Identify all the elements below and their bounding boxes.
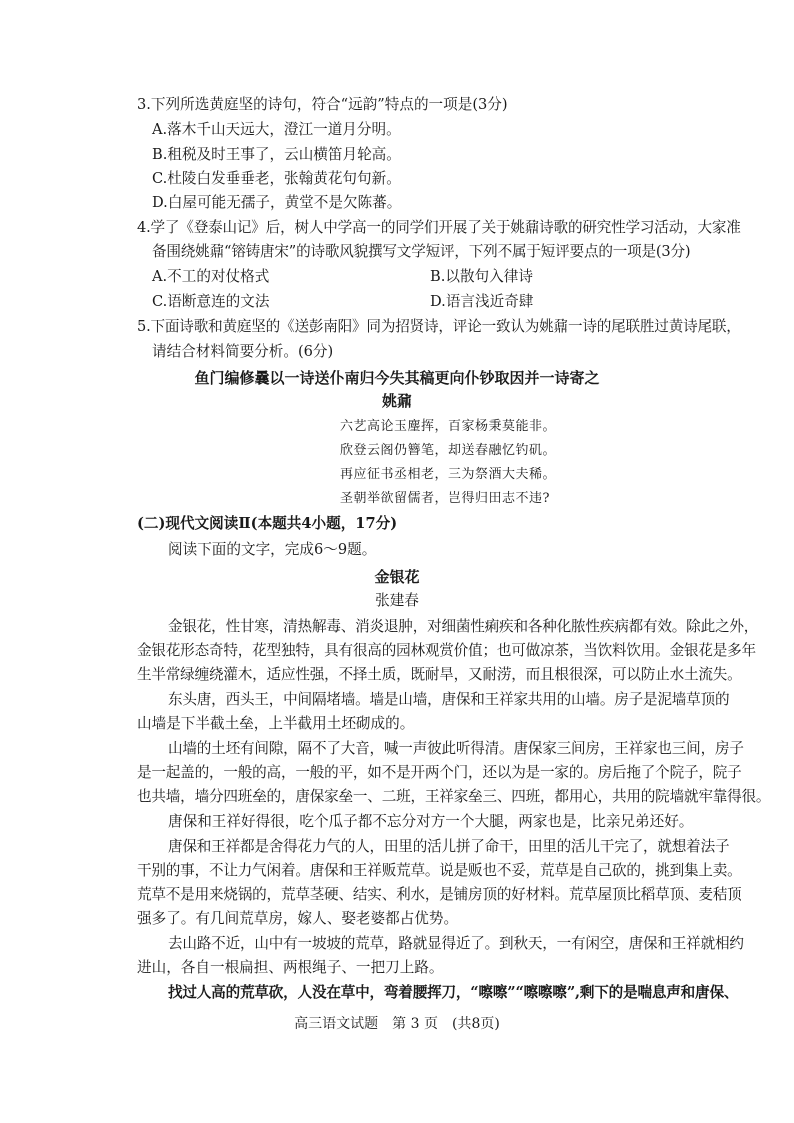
- paragraph-6-line-2: 进山，各自一根扁担、两根绳子、一把刀上路。: [137, 959, 444, 976]
- q3-option-b: B.租税及时王事了，云山横笛月轮高。: [152, 146, 401, 163]
- section-heading: (二)现代文阅读Ⅱ(本题共4小题，17分): [137, 515, 398, 532]
- q5-stem-line1: 5.下面诗歌和黄庭坚的《送彭南阳》同为招贤诗，评论一致认为姚鼐一诗的尾联胜过黄诗尾联，: [137, 318, 741, 335]
- poem-author: 姚鼐: [381, 392, 412, 410]
- paragraph-2-line-2: 山墙是下半截土垒，上半截用土坯砌成的。: [137, 715, 415, 732]
- paragraph-5-line-3: 荒草不是用来烧锅的，荒草茎硬、结实、利水，是铺房顶的好材料。荒草屋顶比稻草顶、麦秸顶: [137, 886, 742, 903]
- paragraph-1-line-2: 金银花形态奇特，花型独特，具有很高的园林观赏价值；也可做凉茶，当饮料饮用。金银花是多年: [137, 642, 756, 659]
- poem-line-2: 欣登云阁仍簪笔，却送春融忆钓矶。: [340, 443, 557, 458]
- article-author: 张建春: [375, 592, 419, 609]
- q3-option-a: A.落木千山天远大，澄江一道月分明。: [152, 121, 401, 138]
- paragraph-3-line-1: 山墙的土坯有间隙，隔不了大音，喊一声彼此听得清。唐保家三间房，王祥家也三间，房子: [168, 740, 744, 757]
- paragraph-5-line-1: 唐保和王祥都是舍得花力气的人，田里的活儿拼了命干，田里的活儿干完了，就想着法子: [168, 838, 730, 855]
- q4-option-d: D.语言浅近奇肆: [430, 293, 534, 310]
- q4-stem-line2: 备围绕姚鼐“镕铸唐宋”的诗歌风貌撰写文学短评，下列不属于短评要点的一项是(3分): [152, 243, 691, 260]
- paragraph-2-line-1: 东头唐，西头王，中间隔堵墙。墙是山墙，唐保和王祥家共用的山墙。房子是泥墙草顶的: [168, 691, 730, 708]
- poem-line-3: 再应征书丞相老，三为祭酒大夫稀。: [340, 467, 557, 482]
- paragraph-7-line-1: 找过人高的荒草砍，人没在草中，弯着腰挥刀，“嚓嚓”“嚓嚓嚓”,剩下的是喘息声和唐保、: [168, 984, 739, 1001]
- paragraph-3-line-2: 是一起盖的，一般的高，一般的平，如不是开两个门，还以为是一家的。房后拖了个院子，院子: [137, 764, 742, 781]
- q4-option-c: C.语断意连的文法: [152, 293, 270, 310]
- article-title: 金银花: [374, 568, 420, 586]
- q4-stem-line1: 4.学了《登泰山记》后，树人中学高一的同学们开展了关于姚鼐诗歌的研究性学习活动，大家准: [137, 219, 741, 236]
- paragraph-1-line-1: 金银花，性甘寒，清热解毒、消炎退肿，对细菌性痢疾和各种化脓性疾病都有效。除此之外，: [168, 618, 759, 635]
- paragraph-1-line-3: 生半常绿缠绕灌木，适应性强，不择土质，既耐旱，又耐涝，而且根很深，可以防止水土流失。: [137, 666, 742, 683]
- q3-option-c: C.杜陵白发垂垂老，张翰黄花句句新。: [152, 170, 401, 187]
- poem-line-4: 圣朝举欲留儒者，岂得归田志不违?: [340, 491, 550, 506]
- section-instruction: 阅读下面的文字，完成6～9题。: [168, 541, 377, 558]
- q3-option-d: D.白屋可能无孺子，黄堂不是欠陈蕃。: [152, 194, 402, 211]
- paragraph-5-line-4: 强多了。有几间荒草房，嫁人、娶老婆都占优势。: [137, 910, 459, 927]
- paragraph-4-line-1: 唐保和王祥好得很，吃个瓜子都不忘分对方一个大腿，两家也是，比亲兄弟还好。: [168, 813, 694, 830]
- q4-option-b: B.以散句入律诗: [430, 268, 533, 285]
- paragraph-6-line-1: 去山路不近，山中有一坡坡的荒草，路就显得近了。到秋天，一有闲空，唐保和王祥就相约: [168, 935, 744, 952]
- q4-option-a: A.不工的对仗格式: [152, 268, 270, 285]
- page-footer: 高三语文试题 第 3 页 (共8页): [294, 1016, 500, 1032]
- poem-title: 鱼门编修曩以一诗送仆南归今失其稿更向仆钞取因并一诗寄之: [194, 369, 600, 387]
- paragraph-3-line-3: 也共墙，墙分四班垒的，唐保家垒一、二班，王祥家垒三、四班，都用心，共用的院墙就牢靠得很。: [137, 788, 771, 805]
- q5-stem-line2: 请结合材料简要分析。(6分): [152, 343, 334, 360]
- q3-stem: 3.下列所选黄庭坚的诗句，符合“远韵”特点的一项是(3分): [137, 96, 508, 113]
- paragraph-5-line-2: 干别的事，不让力气闲着。唐保和王祥贩荒草。说是贩也不妥，荒草是自己砍的，挑到集上卖。: [137, 862, 742, 879]
- poem-line-1: 六艺高论玉麈挥，百家杨秉莫能非。: [340, 419, 557, 434]
